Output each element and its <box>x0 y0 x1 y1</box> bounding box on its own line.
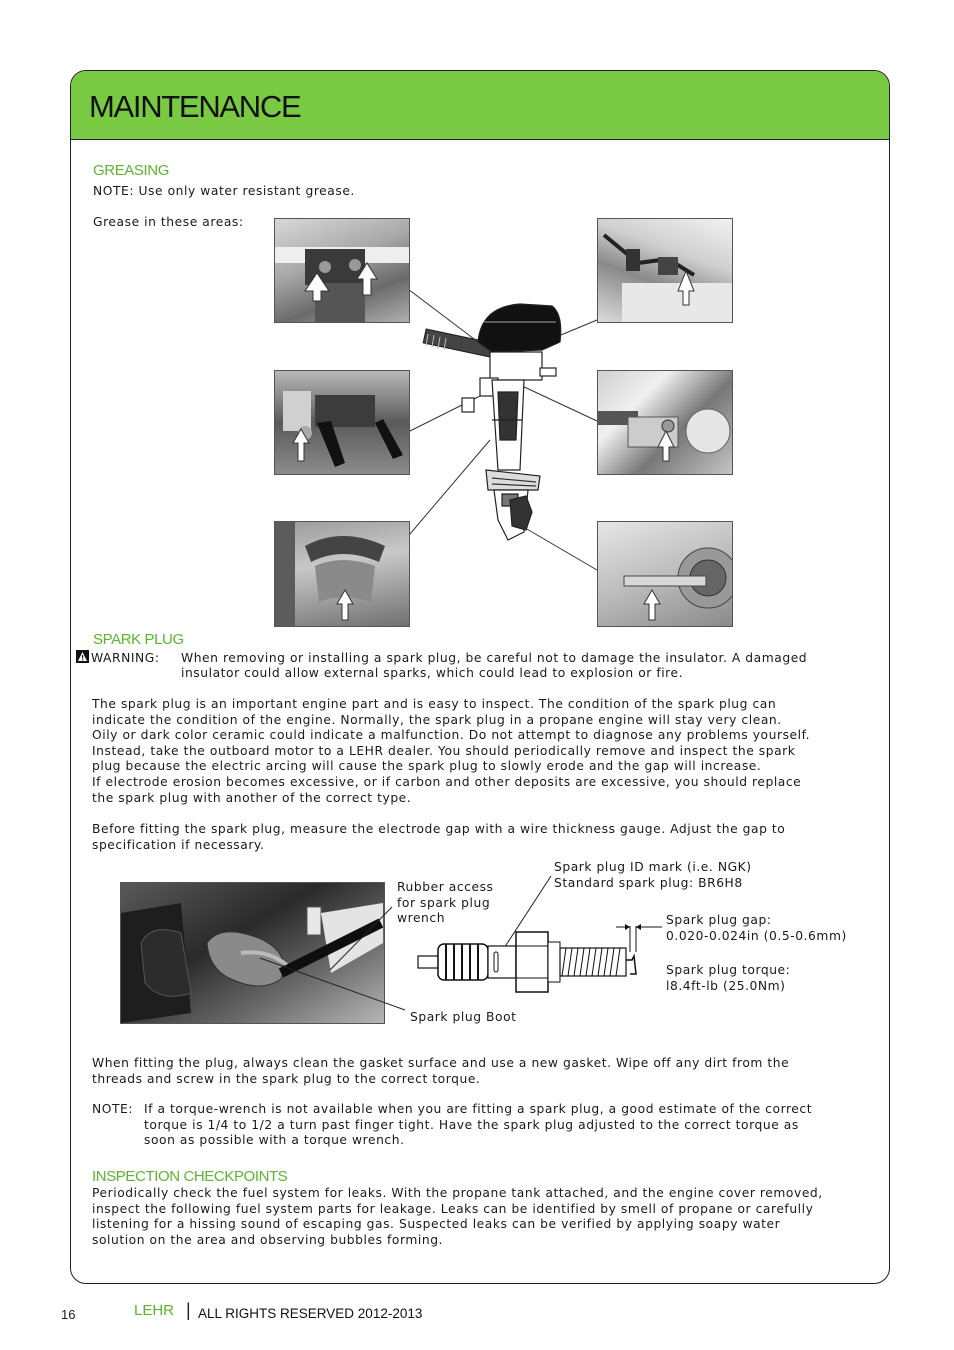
footer-rights: ALL RIGHTS RESERVED 2012-2013 <box>198 1306 423 1321</box>
grease-photo-swivel-bracket <box>274 521 410 627</box>
photo-detail <box>598 219 732 322</box>
photo-detail <box>275 219 409 322</box>
grease-photo-propeller-shaft <box>597 521 733 627</box>
paragraph-line: If electrode erosion becomes excessive, or if carbon and other deposits are excessive, you should replace <box>92 774 802 789</box>
note-line: If a torque-wrench is not available when you are fitting a spark plug, a good estimate of the correct <box>144 1102 813 1116</box>
paragraph-line: inspect the following fuel system parts for leakage. Leaks can be identified by smell of propane or carefully <box>92 1201 814 1216</box>
spark-plug-boot-label: Spark plug Boot <box>410 1010 517 1024</box>
paragraph-line: Periodically check the fuel system for leaks. With the propane tank attached, and the engine cover removed, <box>92 1186 823 1200</box>
torque-note <box>144 1102 812 1149</box>
leader-lines <box>260 876 551 1010</box>
footer-separator: | <box>186 1300 191 1320</box>
label-line: wrench <box>397 911 446 926</box>
paragraph-line: threads and screw in the spark plug to the correct torque. <box>92 1071 481 1086</box>
label-line: Spark plug ID mark (i.e. NGK) <box>554 860 752 874</box>
label-line: Spark plug gap: <box>666 913 772 927</box>
label-line: Spark plug torque: <box>666 963 791 977</box>
grease-areas-label: Grease in these areas: <box>93 215 244 229</box>
paragraph-line: listening for a hissing sound of escaping gas. Suspected leaks can be verified by applying soapy water <box>92 1217 781 1232</box>
inspection-heading: INSPECTION CHECKPOINTS <box>92 1168 288 1185</box>
label-line: for spark plug <box>397 895 491 910</box>
inspection-paragraph <box>92 1186 823 1248</box>
paragraph-line: The spark plug is an important engine part and is easy to inspect. The condition of the spark plug can <box>92 697 777 711</box>
spark-plug-heading: SPARK PLUG <box>93 631 184 648</box>
paragraph-line: When fitting the plug, always clean the gasket surface and use a new gasket. Wipe off any dirt from the <box>92 1056 790 1070</box>
paragraph-line: the spark plug with another of the correct type. <box>92 790 412 805</box>
greasing-note: NOTE: Use only water resistant grease. <box>93 184 355 198</box>
warning-label: WARNING: <box>91 651 160 665</box>
grease-photo-throttle-linkage <box>597 218 733 323</box>
warning-line-1: When removing or installing a spark plug, be careful not to damage the insulator. A damaged <box>181 651 808 665</box>
grease-photo-tiller-pivot <box>274 218 410 323</box>
footer-brand: LEHR <box>134 1302 175 1319</box>
greasing-heading: GREASING <box>93 162 169 179</box>
grease-photo-shift-lever <box>597 370 733 475</box>
spark-plug-paragraph-3 <box>92 1056 789 1087</box>
spark-plug-paragraph-2 <box>92 822 785 853</box>
spark-plug-paragraph-1 <box>92 697 810 806</box>
note-line: torque is 1/4 to 1/2 a turn past finger tight. Have the spark plug adjusted to the correct torque as <box>144 1117 799 1132</box>
paragraph-line: Instead, take the outboard motor to a LEHR dealer. You should periodically remove and inspect the spark <box>92 743 796 758</box>
torque-note-label: NOTE: <box>92 1102 134 1116</box>
paragraph-line: Oily or dark color ceramic could indicate a malfunction. Do not attempt to diagnose any problems yourself. <box>92 728 811 743</box>
outboard-motor-drawing <box>423 304 560 540</box>
paragraph-line: plug because the electric arcing will cause the spark plug to slowly erode and the gap will increase. <box>92 759 762 774</box>
page-number: 16 <box>61 1307 76 1322</box>
note-line: soon as possible with a torque wrench. <box>144 1133 405 1148</box>
arrow-up-icon <box>644 590 660 620</box>
grease-photo-clamp-screws <box>274 370 410 475</box>
warning-triangle-icon <box>76 650 89 663</box>
label-line: Standard spark plug: BR6H8 <box>554 875 743 890</box>
photo-detail <box>598 522 732 626</box>
photo-detail <box>598 371 732 474</box>
spark-plug-drawing <box>0 860 954 1040</box>
label-line: 0.020-0.024in (0.5-0.6mm) <box>666 928 847 943</box>
label-line: l8.4ft-lb (25.0Nm) <box>666 978 786 993</box>
photo-detail <box>275 522 409 626</box>
paragraph-line: solution on the area and observing bubbles forming. <box>92 1232 444 1247</box>
label-line: Rubber access <box>397 880 494 894</box>
photo-detail <box>275 371 409 474</box>
page-title: MAINTENANCE <box>89 89 301 124</box>
warning-line-2: insulator could allow external sparks, which could lead to explosion or fire. <box>181 666 684 680</box>
paragraph-line: specification if necessary. <box>92 837 265 852</box>
paragraph-line: indicate the condition of the engine. Normally, the spark plug in a propane engine will stay very clean. <box>92 712 782 727</box>
paragraph-line: Before fitting the spark plug, measure the electrode gap with a wire thickness gauge. Adjust the gap to <box>92 822 786 836</box>
